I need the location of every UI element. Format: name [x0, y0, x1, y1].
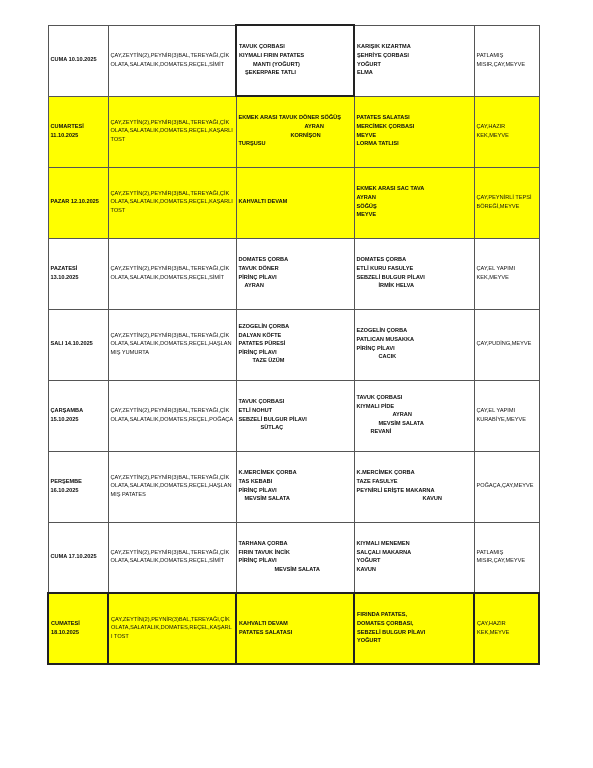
breakfast-cell: ÇAY,ZEYTİN(2),PEYNİR(3)BAL,TEREYAĞI,ÇİKOLATA,SALATALIK,DOMATES,REÇEL,POĞAÇA [108, 380, 236, 451]
breakfast-cell: ÇAY,ZEYTİN(2),PEYNİR(3)BAL,TEREYAĞI,ÇİKOLATA,SALATALIK,DOMATES,REÇEL,HAŞLANMIŞ YUMURTA [108, 309, 236, 380]
menu-row [48, 522, 539, 593]
snack-cell: ÇAY,HAZIR KEK,MEYVE [474, 593, 539, 664]
dinner-cell: PATATES SALATASI MERCİMEK ÇORBASI MEYVE LORMA TATLISI [354, 96, 474, 167]
snack-cell: PATLAMIŞ MISIR,ÇAY,MEYVE [474, 522, 539, 593]
date-cell: PERŞEMBE 16.10.2025 [48, 451, 108, 522]
lunch-cell: K.MERCİMEK ÇORBA TAS KEBABI PİRİNÇ PİLAVI MEVSİM SALATA [236, 451, 354, 522]
menu-row [48, 451, 539, 522]
menu-row [48, 167, 539, 238]
breakfast-cell: ÇAY,ZEYTİN(2),PEYNİR(3)BAL,TEREYAĞI,ÇİKOLATA,SALATALIK,DOMATES,REÇEL,KAŞARLI TOST [108, 96, 236, 167]
snack-cell: ÇAY,HAZIR KEK,MEYVE [474, 96, 539, 167]
dinner-cell: EZOGELİN ÇORBA PATLICAN MUSAKKA PİRİNÇ PİLAVI CACIK [354, 309, 474, 380]
dinner-cell: KIYMALI MENEMEN SALÇALI MAKARNA YOĞURT KAVUN [354, 522, 474, 593]
date-cell: CUMATESİ 18.10.2025 [48, 593, 108, 664]
date-cell: CUMA 10.10.2025 [48, 25, 108, 96]
menu-table [47, 24, 540, 665]
dinner-cell: K.MERCİMEK ÇORBA TAZE FASULYE PEYNİRLİ ERİŞTE MAKARNA KAVUN [354, 451, 474, 522]
menu-row [48, 238, 539, 309]
menu-row [48, 25, 539, 96]
breakfast-cell: ÇAY,ZEYTİN(2),PEYNİR(3)BAL,TEREYAĞI,ÇİKOLATA,SALATALIK,DOMATES,REÇEL,KAŞARLI TOST [108, 593, 236, 664]
lunch-cell: EKMEK ARASI TAVUK DÖNER SÖĞÜŞ AYRAN KORNİŞON TURŞUSU [236, 96, 354, 167]
date-cell: CUMARTESİ 11.10.2025 [48, 96, 108, 167]
date-cell: SALI 14.10.2025 [48, 309, 108, 380]
lunch-cell: EZOGELİN ÇORBA DALYAN KÖFTE PATATES PÜRESİ PİRİNÇ PİLAVI TAZE ÜZÜM [236, 309, 354, 380]
breakfast-cell: ÇAY,ZEYTİN(2),PEYNİR(3)BAL,TEREYAĞI,ÇİKOLATA,SALATALIK,DOMATES,REÇEL,KAŞARLI TOST [108, 167, 236, 238]
menu-row [48, 380, 539, 451]
date-cell: PAZATESİ 13.10.2025 [48, 238, 108, 309]
snack-cell: POĞAÇA,ÇAY,MEYVE [474, 451, 539, 522]
snack-cell: ÇAY,EL YAPIMI KEK,MEYVE [474, 238, 539, 309]
dinner-cell: TAVUK ÇORBASI KIYMALI PİDE AYRAN MEVSİM SALATA REVANİ [354, 380, 474, 451]
lunch-cell: TARHANA ÇORBA FIRIN TAVUK İNCİK PİRİNÇ PİLAVI MEVSİM SALATA [236, 522, 354, 593]
snack-cell: ÇAY,PEYNİRLİ TEPSİ BÖREĞİ,MEYVE [474, 167, 539, 238]
date-cell: PAZAR 12.10.2025 [48, 167, 108, 238]
breakfast-cell: ÇAY,ZEYTİN(2),PEYNİR(3)BAL,TEREYAĞI,ÇİKOLATA,SALATALIK,DOMATES,REÇEL,HAŞLANMIŞ PATATES [108, 451, 236, 522]
dinner-cell: FIRINDA PATATES, DOMATES ÇORBASI, SEBZELİ BULGUR PİLAVI YOĞURT [354, 593, 474, 664]
snack-cell: PATLAMIŞ MISIR,ÇAY,MEYVE [474, 25, 539, 96]
dinner-cell: DOMATES ÇORBA ETLİ KURU FASULYE SEBZELİ BULGUR PİLAVI İRMİK HELVA [354, 238, 474, 309]
lunch-cell: KAHVALTI DEVAM [236, 167, 354, 238]
dinner-cell: KARIŞIK KIZARTMA ŞEHRİYE ÇORBASI YOĞURT ELMA [354, 25, 474, 96]
lunch-cell: TAVUK ÇORBASI KIYMALI FIRIN PATATES MANTI (YOĞURT) ŞEKERPARE TATLI [236, 25, 354, 96]
lunch-cell: KAHVALTI DEVAM PATATES SALATASI [236, 593, 354, 664]
snack-cell: ÇAY,EL YAPIMI KURABİYE,MEYVE [474, 380, 539, 451]
menu-row [48, 593, 539, 664]
breakfast-cell: ÇAY,ZEYTİN(2),PEYNİR(3)BAL,TEREYAĞI,ÇİKOLATA,SALATALIK,DOMATES,REÇEL,SİMİT [108, 25, 236, 96]
lunch-cell: TAVUK ÇORBASI ETLİ NOHUT SEBZELİ BULGUR PİLAVI SÜTLAÇ [236, 380, 354, 451]
lunch-cell: DOMATES ÇORBA TAVUK DÖNER PİRİNÇ PİLAVI AYRAN [236, 238, 354, 309]
date-cell: ÇARŞAMBA 15.10.2025 [48, 380, 108, 451]
menu-row [48, 96, 539, 167]
snack-cell: ÇAY,PUDİNG,MEYVE [474, 309, 539, 380]
dinner-cell: EKMEK ARASI SAC TAVA AYRAN SÖĞÜŞ MEYVE [354, 167, 474, 238]
breakfast-cell: ÇAY,ZEYTİN(2),PEYNİR(3)BAL,TEREYAĞI,ÇİKOLATA,SALATALIK,DOMATES,REÇEL,SİMİT [108, 238, 236, 309]
date-cell: CUMA 17.10.2025 [48, 522, 108, 593]
menu-row [48, 309, 539, 380]
breakfast-cell: ÇAY,ZEYTİN(2),PEYNİR(3)BAL,TEREYAĞI,ÇİKOLATA,SALATALIK,DOMATES,REÇEL,SİMİT [108, 522, 236, 593]
